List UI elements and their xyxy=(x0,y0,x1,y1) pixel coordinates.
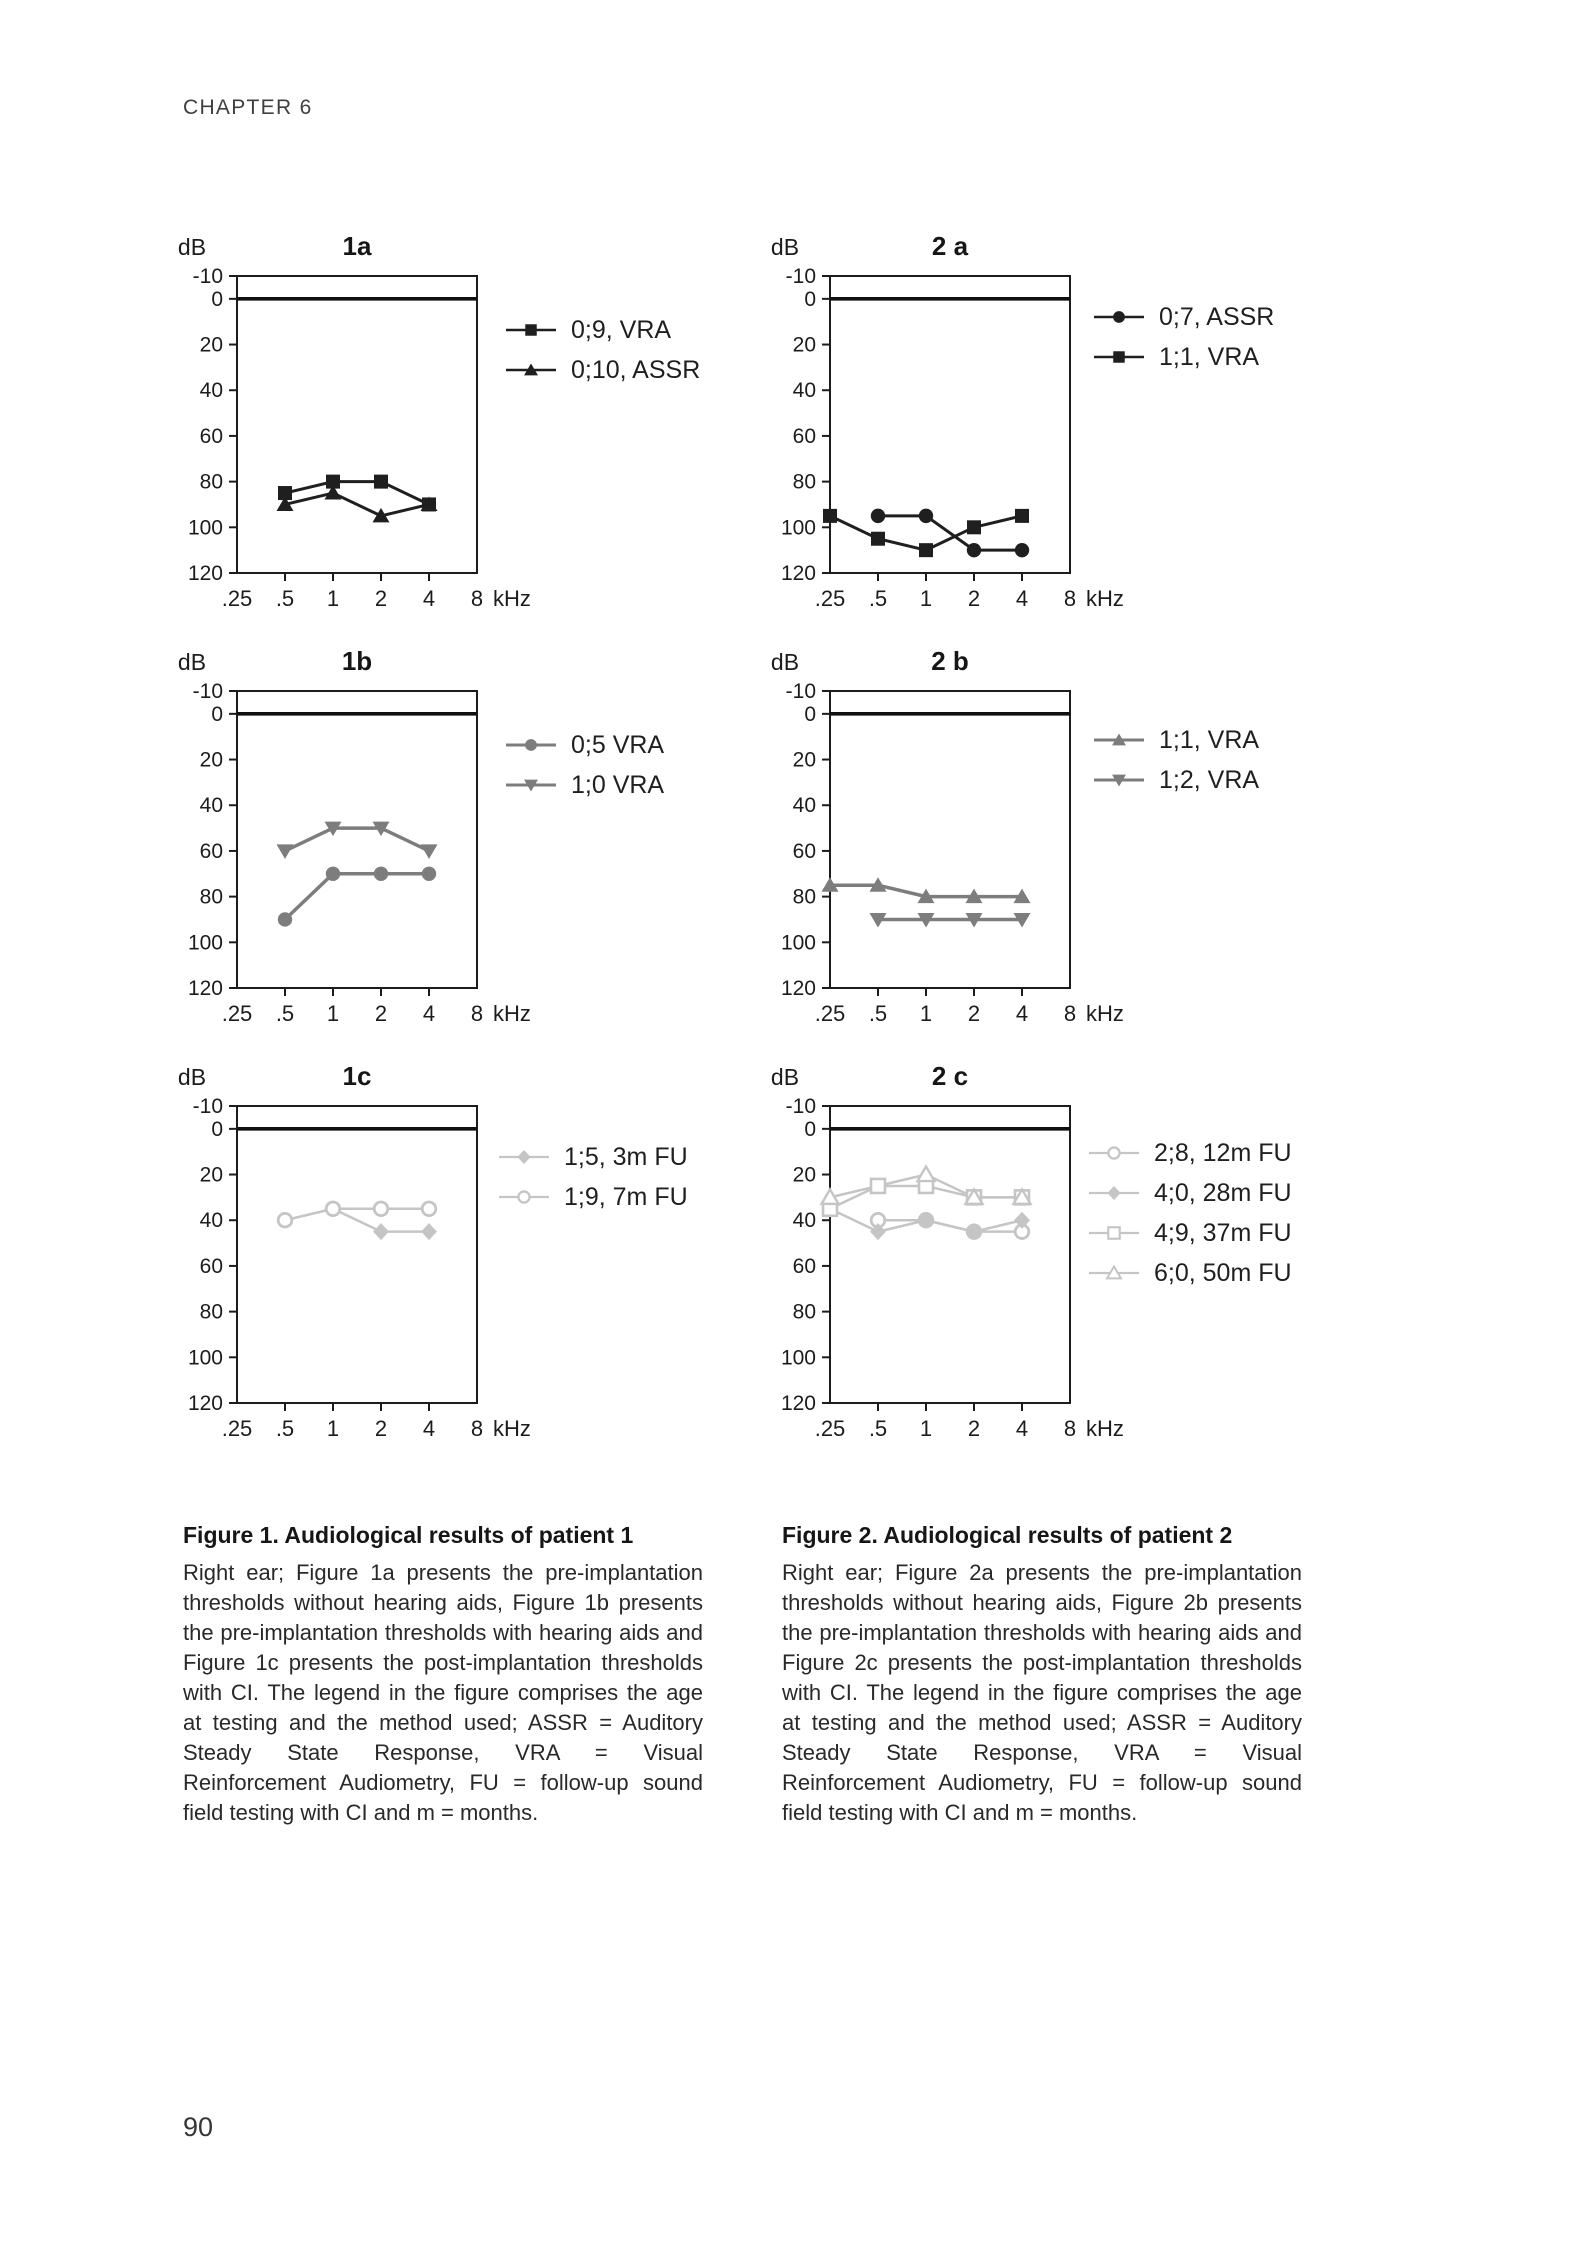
audiogram-chart-1b xyxy=(150,640,550,1040)
x-tick-label: .5 xyxy=(275,586,295,611)
x-tick-label: .5 xyxy=(275,1001,295,1026)
y-tick-label: 80 xyxy=(199,1300,223,1324)
y-tick-label: -10 xyxy=(192,1095,223,1118)
marker-square xyxy=(1015,509,1029,523)
x-tick-label: 2 xyxy=(967,1001,981,1026)
x-tick-label: 2 xyxy=(967,1416,981,1441)
legend-item xyxy=(505,350,700,390)
x-tick-label: 8 xyxy=(470,1001,484,1026)
series-line xyxy=(285,493,429,516)
y-tick-label: 120 xyxy=(187,1392,223,1415)
x-axis-unit: kHz xyxy=(1086,1001,1124,1026)
y-tick-label: 120 xyxy=(187,562,223,585)
marker-diamond xyxy=(373,1223,389,1240)
y-tick-label: 100 xyxy=(187,1346,223,1370)
x-tick-label: 1 xyxy=(919,586,933,611)
y-tick-label: 120 xyxy=(187,977,223,1000)
x-tick-label: .5 xyxy=(275,1416,295,1441)
x-tick-label: 1 xyxy=(919,1416,933,1441)
x-tick-label: .5 xyxy=(868,1001,888,1026)
figure2-caption-title: Figure 2. Audiological results of patient 2 xyxy=(782,1522,1233,1548)
series-line xyxy=(285,828,429,851)
y-axis-unit: dB xyxy=(177,1064,207,1090)
x-tick-label: .25 xyxy=(814,586,846,611)
y-tick-label: 20 xyxy=(792,1163,816,1187)
legend-label: 1;2, VRA xyxy=(1159,765,1260,794)
marker-circle xyxy=(525,739,537,751)
y-axis-unit: dB xyxy=(770,649,800,675)
legend-item xyxy=(498,1137,688,1177)
y-tick-label: 0 xyxy=(211,287,223,311)
x-tick-label: 1 xyxy=(919,1001,933,1026)
y-tick-label: 60 xyxy=(792,424,816,448)
y-tick-label: 20 xyxy=(792,748,816,772)
chart-title: 1b xyxy=(341,646,373,676)
marker-diamond xyxy=(517,1150,530,1164)
x-axis-unit: kHz xyxy=(1086,1416,1124,1441)
page-number: 90 xyxy=(183,2112,214,2142)
marker-diamond xyxy=(421,1223,437,1240)
x-tick-label: 2 xyxy=(374,586,388,611)
chapter-header: CHAPTER 6 xyxy=(183,96,313,119)
y-tick-label: 80 xyxy=(792,1300,816,1324)
legend-item xyxy=(498,1177,688,1217)
legend-item xyxy=(1093,760,1259,800)
marker-square xyxy=(919,543,933,557)
x-tick-label: 1 xyxy=(326,1001,340,1026)
legend-label: 0;9, VRA xyxy=(571,315,672,344)
marker-square xyxy=(525,324,536,335)
figure1-caption-title: Figure 1. Audiological results of patient 1 xyxy=(183,1522,634,1548)
legend-item xyxy=(505,725,664,765)
marker-triangle-open xyxy=(918,1167,935,1182)
x-tick-label: 8 xyxy=(470,586,484,611)
marker-square-open xyxy=(871,1179,885,1193)
y-tick-label: 80 xyxy=(199,470,223,494)
y-tick-label: 100 xyxy=(187,931,223,955)
legend-marker-triangle-open xyxy=(1088,1263,1140,1283)
plot-frame xyxy=(830,691,1070,988)
y-tick-label: 0 xyxy=(211,702,223,726)
legend-marker-circle-open xyxy=(498,1187,550,1207)
x-tick-label: 4 xyxy=(1015,586,1029,611)
x-tick-label: 4 xyxy=(422,1416,436,1441)
y-tick-label: 40 xyxy=(792,379,816,403)
legend-label: 1;5, 3m FU xyxy=(564,1142,688,1171)
legend-marker-circle-open xyxy=(1088,1143,1140,1163)
legend-marker-triangle-down xyxy=(1093,770,1145,790)
legend-label: 0;7, ASSR xyxy=(1159,302,1275,331)
plot-frame xyxy=(237,1106,477,1403)
marker-diamond xyxy=(1107,1186,1120,1200)
audiogram-chart-1c xyxy=(150,1055,550,1455)
legend-marker-triangle-up xyxy=(505,360,557,380)
y-tick-label: 120 xyxy=(780,977,816,1000)
marker-circle-open xyxy=(518,1191,529,1202)
x-tick-label: 8 xyxy=(1063,1416,1077,1441)
legend-item xyxy=(1093,337,1274,377)
marker-circle xyxy=(1113,311,1125,323)
x-tick-label: .25 xyxy=(221,1416,253,1441)
marker-circle-open xyxy=(326,1202,340,1216)
x-tick-label: 4 xyxy=(1015,1001,1029,1026)
series-line xyxy=(285,874,429,920)
x-tick-label: .25 xyxy=(814,1416,846,1441)
y-tick-label: 20 xyxy=(199,333,223,357)
y-tick-label: 60 xyxy=(199,424,223,448)
y-tick-label: -10 xyxy=(785,265,816,288)
legend-item xyxy=(1093,297,1274,337)
marker-circle xyxy=(278,912,292,926)
series-line xyxy=(285,1209,429,1220)
y-tick-label: 80 xyxy=(792,470,816,494)
y-tick-label: 0 xyxy=(804,287,816,311)
y-axis-unit: dB xyxy=(177,649,207,675)
x-tick-label: 4 xyxy=(422,1001,436,1026)
y-tick-label: 100 xyxy=(780,1346,816,1370)
y-tick-label: -10 xyxy=(192,265,223,288)
y-tick-label: 60 xyxy=(199,839,223,863)
audiogram-chart-1a xyxy=(150,225,550,625)
y-tick-label: 20 xyxy=(199,748,223,772)
legend-label: 4;9, 37m FU xyxy=(1154,1218,1292,1247)
x-tick-label: 8 xyxy=(470,1416,484,1441)
legend-marker-triangle-down xyxy=(505,775,557,795)
plot-frame xyxy=(830,276,1070,573)
x-tick-label: .25 xyxy=(814,1001,846,1026)
y-tick-label: 120 xyxy=(780,1392,816,1415)
chart-title: 2 b xyxy=(931,646,969,676)
plot-frame xyxy=(237,691,477,988)
x-tick-label: 1 xyxy=(326,1416,340,1441)
y-tick-label: 40 xyxy=(792,794,816,818)
y-tick-label: 40 xyxy=(199,379,223,403)
x-axis-unit: kHz xyxy=(493,1416,531,1441)
marker-circle xyxy=(871,509,885,523)
marker-circle-open xyxy=(374,1202,388,1216)
x-axis-unit: kHz xyxy=(493,1001,531,1026)
marker-triangle-down xyxy=(421,844,438,859)
x-tick-label: .5 xyxy=(868,586,888,611)
y-tick-label: 120 xyxy=(780,562,816,585)
marker-triangle-down xyxy=(277,844,294,859)
marker-square xyxy=(823,509,837,523)
legend-item xyxy=(505,765,664,805)
legend-1b xyxy=(505,725,664,805)
legend-label: 6;0, 50m FU xyxy=(1154,1258,1292,1287)
audiogram-chart-2c xyxy=(743,1055,1143,1455)
marker-circle xyxy=(326,867,340,881)
marker-circle-open xyxy=(278,1213,292,1227)
chart-title: 2 c xyxy=(931,1061,969,1091)
y-tick-label: -10 xyxy=(785,680,816,703)
marker-circle-open xyxy=(1108,1147,1119,1158)
legend-item xyxy=(1088,1173,1292,1213)
marker-square xyxy=(1113,351,1124,362)
x-tick-label: .5 xyxy=(868,1416,888,1441)
y-tick-label: 0 xyxy=(211,1117,223,1141)
y-tick-label: 40 xyxy=(199,794,223,818)
x-tick-label: 8 xyxy=(1063,586,1077,611)
y-tick-label: -10 xyxy=(192,680,223,703)
legend-label: 1;1, VRA xyxy=(1159,342,1260,371)
y-tick-label: 0 xyxy=(804,702,816,726)
legend-marker-circle xyxy=(505,735,557,755)
x-tick-label: .25 xyxy=(221,1001,253,1026)
y-axis-unit: dB xyxy=(177,234,207,260)
x-tick-label: 2 xyxy=(967,586,981,611)
marker-circle-open xyxy=(422,1202,436,1216)
y-tick-label: 100 xyxy=(780,516,816,540)
y-tick-label: 20 xyxy=(199,1163,223,1187)
x-axis-unit: kHz xyxy=(493,586,531,611)
legend-item xyxy=(1093,720,1259,760)
x-tick-label: 8 xyxy=(1063,1001,1077,1026)
y-tick-label: 100 xyxy=(780,931,816,955)
y-tick-label: 60 xyxy=(792,1254,816,1278)
legend-marker-square-open xyxy=(1088,1223,1140,1243)
legend-2c xyxy=(1088,1133,1292,1293)
legend-1c xyxy=(498,1137,688,1217)
series-line xyxy=(285,482,429,505)
legend-marker-triangle-up xyxy=(1093,730,1145,750)
legend-label: 0;10, ASSR xyxy=(571,355,701,384)
x-tick-label: .25 xyxy=(221,586,253,611)
marker-square xyxy=(374,475,388,489)
x-axis-unit: kHz xyxy=(1086,586,1124,611)
y-tick-label: 60 xyxy=(792,839,816,863)
x-tick-label: 4 xyxy=(1015,1416,1029,1441)
y-tick-label: 40 xyxy=(792,1209,816,1233)
chart-title: 1a xyxy=(342,231,372,261)
legend-marker-square xyxy=(1093,347,1145,367)
y-tick-label: -10 xyxy=(785,1095,816,1118)
marker-circle xyxy=(374,867,388,881)
plot-frame xyxy=(237,276,477,573)
legend-item xyxy=(1088,1133,1292,1173)
x-tick-label: 1 xyxy=(326,586,340,611)
legend-label: 4;0, 28m FU xyxy=(1154,1178,1292,1207)
y-tick-label: 80 xyxy=(792,885,816,909)
legend-label: 1;1, VRA xyxy=(1159,725,1260,754)
marker-circle xyxy=(422,867,436,881)
legend-1a xyxy=(505,310,700,390)
figure1-caption-body: Right ear; Figure 1a presents the pre-implantation thresholds without hearing aids, Figure 1b presents the pre-implantation thresholds with hearing aids and Figure 1c presents the post-implantation thresholds with CI. The legend in the figure comprises the age at testing and the method used; ASSR = Auditory Steady State Response, VRA = Visual Reinforcement Audiometry, FU = follow-up sound field testing with CI and m = months. xyxy=(183,1560,703,1825)
chart-title: 1c xyxy=(342,1061,372,1091)
x-tick-label: 2 xyxy=(374,1416,388,1441)
legend-label: 1;0 VRA xyxy=(571,770,665,799)
marker-circle xyxy=(919,509,933,523)
audiogram-chart-2a xyxy=(743,225,1143,625)
x-tick-label: 2 xyxy=(374,1001,388,1026)
figure2-caption-body: Right ear; Figure 2a presents the pre-implantation thresholds without hearing aids, Figure 2b presents the pre-implantation thresholds with hearing aids and Figure 2c presents the post-implantation thresholds with CI. The legend in the figure comprises the age at testing and the method used; ASSR = Auditory Steady State Response, VRA = Visual Reinforcement Audiometry, FU = follow-up sound field testing with CI and m = months. xyxy=(782,1560,1302,1825)
legend-item xyxy=(1088,1213,1292,1253)
figure1-caption xyxy=(183,1522,703,1828)
marker-circle xyxy=(967,543,981,557)
plot-frame xyxy=(830,1106,1070,1403)
legend-2a xyxy=(1093,297,1274,377)
legend-item xyxy=(505,310,700,350)
marker-square-open xyxy=(1108,1227,1119,1238)
legend-item xyxy=(1088,1253,1292,1293)
legend-marker-diamond xyxy=(1088,1183,1140,1203)
legend-label: 2;8, 12m FU xyxy=(1154,1138,1292,1167)
y-tick-label: 60 xyxy=(199,1254,223,1278)
y-tick-label: 40 xyxy=(199,1209,223,1233)
y-tick-label: 80 xyxy=(199,885,223,909)
marker-square xyxy=(967,520,981,534)
legend-marker-diamond xyxy=(498,1147,550,1167)
chart-title: 2 a xyxy=(931,231,969,261)
y-axis-unit: dB xyxy=(770,234,800,260)
marker-circle xyxy=(1015,543,1029,557)
legend-2b xyxy=(1093,720,1259,800)
y-axis-unit: dB xyxy=(770,1064,800,1090)
audiogram-chart-2b xyxy=(743,640,1143,1040)
marker-square xyxy=(871,532,885,546)
legend-label: 1;9, 7m FU xyxy=(564,1182,688,1211)
legend-label: 0;5 VRA xyxy=(571,730,665,759)
legend-marker-square xyxy=(505,320,557,340)
y-tick-label: 0 xyxy=(804,1117,816,1141)
legend-marker-circle xyxy=(1093,307,1145,327)
x-tick-label: 4 xyxy=(422,586,436,611)
y-tick-label: 100 xyxy=(187,516,223,540)
y-tick-label: 20 xyxy=(792,333,816,357)
figure2-caption xyxy=(782,1522,1302,1828)
